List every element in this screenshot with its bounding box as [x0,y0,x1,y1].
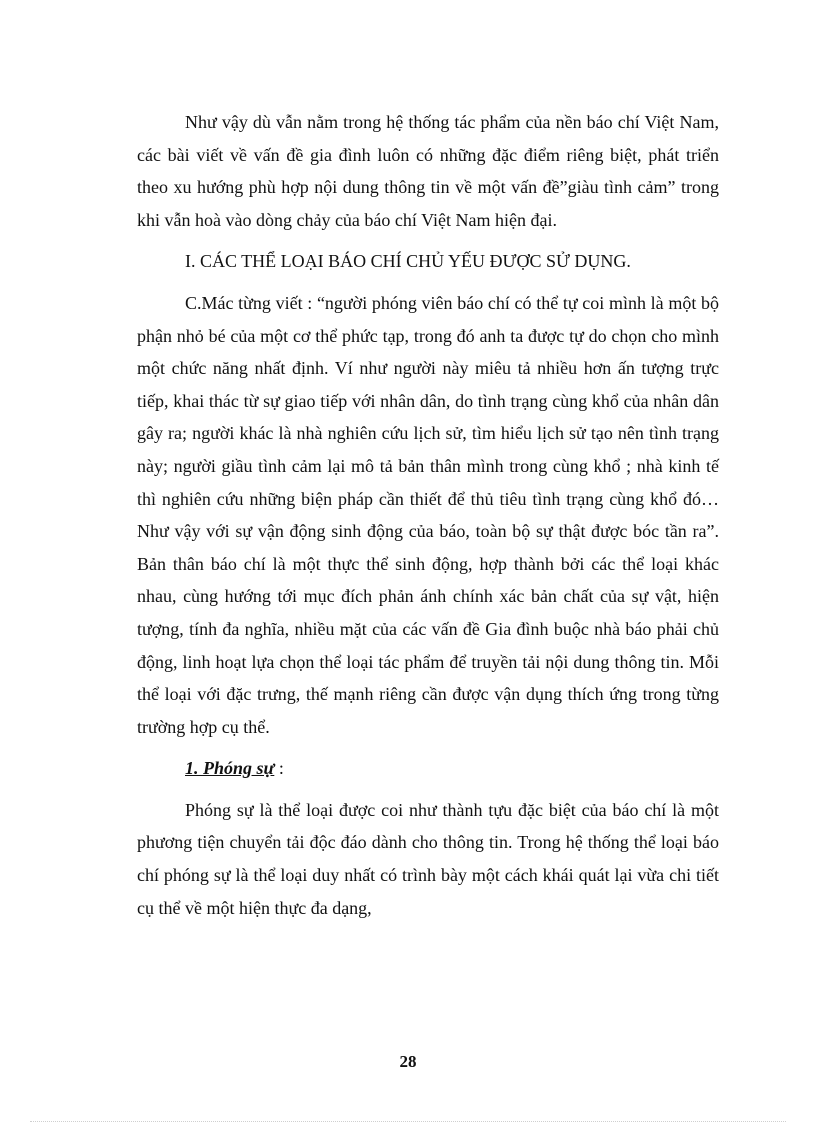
subheading-suffix: : [274,758,284,779]
subheading: 1. Phóng sự [185,758,275,779]
body-paragraph: Phóng sự là thể loại được coi như thành tựu đặc biệt của báo chí là một phương tiện chuyển tải độc đáo dành cho thông tin. Trong hệ thống thể loại báo chí phóng sự là thể loại duy nhất có trình bày một cách khái quát lại vừa chi tiết cụ thể về một hiện thực đa dạng, [137,799,719,918]
page-number: 28 [399,1052,417,1071]
quote-paragraph: C.Mác từng viết : “người phóng viên báo chí có thể tự coi mình là một bộ phận nhỏ bé của một cơ thể phức tạp, trong đó anh ta được tự do chọn cho mình một chức năng nhất định. Ví như người này miêu tả nhiều hơn ấn tượng trực tiếp, khai thác từ sự giao tiếp với nhân dân, do tình trạng cùng khổ của nhân dân gây ra; người khác là nhà nghiên cứu lịch sử, tìm hiểu lịch sử tạo nên tình trạng này; người giầu tình cảm lại mô tả bản thân mình trong cùng khổ ; nhà kinh tế thì nghiên cứu những biện pháp cần thiết để thủ tiêu tình trạng cùng khổ đó… Như vậy với sự vận động sinh động của báo, toàn bộ sự thật được bóc tần ra”. Bản thân báo chí là một thực thể sinh động, hợp thành bởi các thể loại khác nhau, cùng hướng tới mục đích phản ánh chính xác bản chất của sự vật, hiện tượng, tính đa nghĩa, nhiều mặt của các vấn đề Gia đình buộc nhà báo phải chủ động, linh hoạt lựa chọn thể loại tác phẩm để truyền tải nội dung thông tin. Mỗi thể loại với đặc trưng, thế mạnh riêng cần được vận dụng thích ứng trong từng trường hợp cụ thể. [137,292,719,737]
page-bottom-divider [30,1121,786,1122]
page-body [137,106,719,924]
subheading-line [137,752,719,785]
intro-paragraph: Như vậy dù vẫn nằm trong hệ thống tác phẩm của nền báo chí Việt Nam, các bài viết về vấn đề gia đình luôn có những đặc điểm riêng biệt, phát triển theo xu hướng phù hợp nội dung thông tin về một vấn đề”giàu tình cảm” trong khi vẫn hoà vào dòng chảy của báo chí Việt Nam hiện đại. [137,112,719,230]
section-heading: I. CÁC THỂ LOẠI BÁO CHÍ CHỦ YẾU ĐƯỢC SỬ DỤNG. [185,251,631,272]
